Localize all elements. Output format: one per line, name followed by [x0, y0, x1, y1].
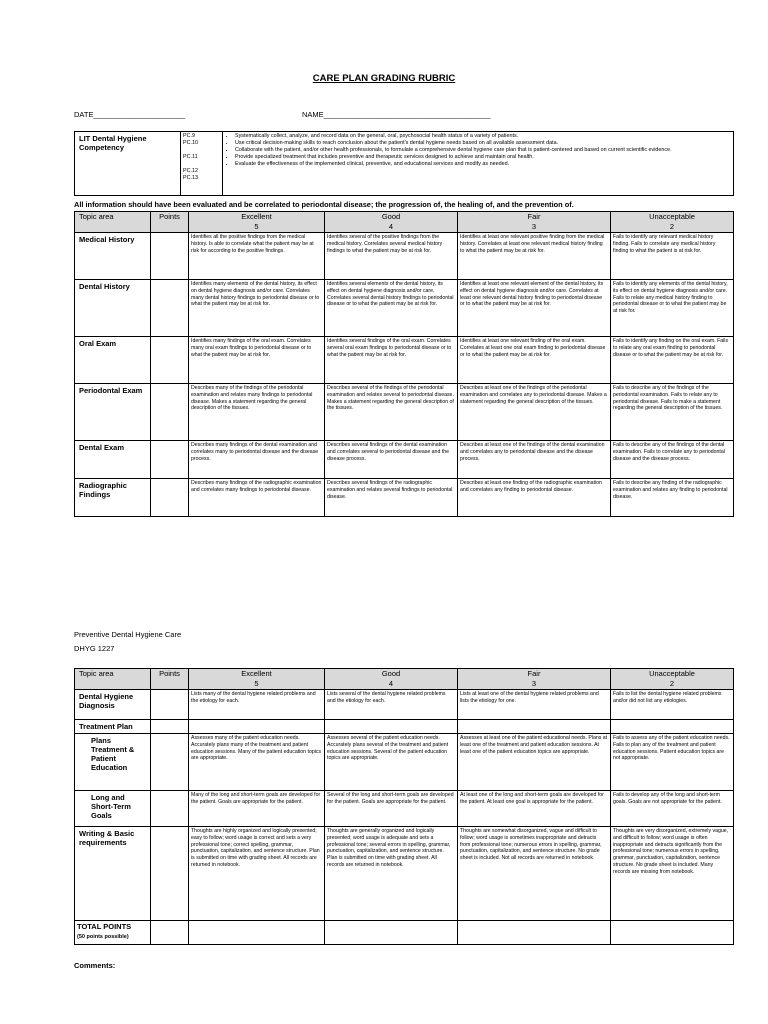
excellent-cell: Identifies many elements of the dental history, its effect on dental hygiene diagnosis and/or care. Correlates many dental history findings to periodontal disease or to what the patient may be at risk for.	[189, 280, 325, 337]
header-fair: Fair 3	[458, 212, 611, 233]
excellent-cell: Describes many findings of the dental examination and correlates many to periodontal disease and the disease process.	[189, 441, 325, 479]
empty-cell	[189, 921, 325, 945]
rubric-row-writing	[75, 827, 734, 921]
good-cell: Identifies several of the positive findings from the medical history. Correlates several medical history findings to what the patient may be at risk for.	[325, 233, 458, 280]
points-cell[interactable]	[151, 384, 189, 441]
fair-cell: Describes at least one of the findings of the dental examination and correlates any to periodontal disease and the disease process.	[458, 441, 611, 479]
excellent-cell: Many of the long and short-term goals are developed for the patient. Goals are appropriate for the patient.	[189, 791, 325, 827]
unacceptable-cell: Fails to develop any of the long and short-term goals. Goals are not appropriate for the patient.	[611, 791, 734, 827]
good-cell: Identifies several elements of the dental history, its effect on dental hygiene diagnosis and/or care. Correlates several dental history findings to periodontal disease or to what the patient may be at risk for.	[325, 280, 458, 337]
competency-item: • Collaborate with the patient, and/or other health professionals, to formulate a comprehensive dental hygiene care plan that is patient-centered and based on current scientific evidence.	[235, 147, 731, 154]
unacceptable-cell: Fails to identify any finding on the oral exam. Fails to relate any oral exam finding to periodontal disease or to what the patient may be at risk for.	[611, 337, 734, 384]
page-title: CARE PLAN GRADING RUBRIC	[312, 73, 456, 84]
topic-cell: Long and Short-Term Goals	[75, 791, 151, 827]
good-cell: Describes several findings of the dental examination and correlates several to periodontal disease and the disease process.	[325, 441, 458, 479]
unacceptable-cell: Fails to describe any of the findings of the dental examination. Fails to correlate any to periodontal disease and the disease process.	[611, 441, 734, 479]
empty-cell	[151, 720, 189, 734]
fair-cell: Lists at least one of the dental hygiene related problems and lists the etiology for one.	[458, 690, 611, 720]
points-cell[interactable]	[151, 827, 189, 921]
total-points-cell[interactable]	[151, 921, 189, 945]
fair-cell: Identifies at least one relevant element of the dental history, its effect on dental hygiene diagnosis and/or care. Correlates at least one relevant dental history finding to periodontal disease or to what the patient may be at risk for.	[458, 280, 611, 337]
rubric-row-diagnosis	[75, 690, 734, 720]
comments-label: Comments:	[74, 961, 116, 970]
good-cell: Identifies several findings of the oral exam. Correlates several oral exam findings to periodontal disease or to what the patient may be at risk for.	[325, 337, 458, 384]
topic-cell: Dental Hygiene Diagnosis	[75, 690, 151, 720]
competency-codes	[181, 132, 223, 196]
empty-cell	[611, 720, 734, 734]
competency-code: PC.9	[183, 133, 195, 139]
topic-cell: Radiographic Findings	[75, 479, 151, 517]
header-topic: Topic area	[75, 212, 151, 233]
unacceptable-cell: Thoughts are very disorganized, extremely vague, and difficult to follow; word usage is often inappropriate and detracts significantly from the professional tone; numerous errors in spelling, grammar, punctuation, capitalization, sentence structure. No grade sheet is included. Many records are missing from notebook.	[611, 827, 734, 921]
rubric-table-2	[74, 668, 734, 945]
points-cell[interactable]	[151, 441, 189, 479]
competency-code: PC.13	[183, 175, 198, 181]
empty-cell	[325, 720, 458, 734]
points-cell[interactable]	[151, 690, 189, 720]
competency-code: PC.10	[183, 140, 198, 146]
unacceptable-cell: Fails to identify any relevant medical history finding. Fails to correlate any medical history finding to what the patient is at risk for.	[611, 233, 734, 280]
unacceptable-cell: Fails to identify any elements of the dental history, its effect on dental hygiene diagnosis and/or care. Fails to relate any medical history finding to periodontal disease or to what the patient may be at risk for.	[611, 280, 734, 337]
instruction-note: All information should have been evaluated and be correlated to periodontal disease; the progression of, the healing of, and the prevention of.	[74, 200, 574, 209]
date-field[interactable]: DATE______________________	[74, 110, 186, 119]
rubric-row-radiographic	[75, 479, 734, 517]
fair-cell: Describes at least one of the findings of the periodontal examination and correlates any to periodontal disease. Makes a statement regarding the general description of the tissues.	[458, 384, 611, 441]
good-cell: Thoughts are generally organized and logically presented; word usage is adequate and sets a professional tone; several errors in spelling, grammar, punctuation, capitalization, and sentence structure. Plan is submitted on time with grading sheet. All records are returned in notebook.	[325, 827, 458, 921]
topic-cell: Dental History	[75, 280, 151, 337]
fair-cell: Assesses at least one of the patient educational needs. Plans at least one of the treatment and patient education sessions. At least one of the patient education topics are appropriate.	[458, 734, 611, 791]
course-title: Preventive Dental Hygiene Care	[74, 630, 182, 639]
fair-cell: Identifies at least one relevant finding of the oral exam. Correlates at least one oral exam finding to periodontal disease or to what the patient may be at risk for.	[458, 337, 611, 384]
good-cell: Describes several findings of the radiographic examination and relates several findings to periodontal disease.	[325, 479, 458, 517]
header-excellent: Excellent 5	[189, 669, 325, 690]
topic-cell: Periodontal Exam	[75, 384, 151, 441]
excellent-cell: Identifies all the positive findings from the medical history. Is able to correlate what the patient may be at risk for according to the positive findings.	[189, 233, 325, 280]
rubric-row-treatment-plan	[75, 720, 734, 734]
excellent-cell: Describes many findings of the radiographic examination and correlates many findings to periodontal disease.	[189, 479, 325, 517]
rubric-row-dental-history	[75, 280, 734, 337]
empty-cell	[458, 921, 611, 945]
unacceptable-cell: Fails to describe any of the findings of the periodontal examination. Fails to relate any to periodontal disease. Fails to make a statement regarding the general description of the tissues.	[611, 384, 734, 441]
empty-cell	[189, 720, 325, 734]
excellent-cell: Thoughts are highly organized and logically presented; easy to follow; word usage is correct and sets a very professional tone; correct spelling, grammar, punctuation, capitalization, and sentence structure. Plan is submitted on time with grading sheet. All records are returned in notebook.	[189, 827, 325, 921]
points-cell[interactable]	[151, 479, 189, 517]
points-cell[interactable]	[151, 280, 189, 337]
good-cell: Several of the long and short-term goals are developed for the patient. Goals are appropriate for the patient.	[325, 791, 458, 827]
rubric-row-plans	[75, 734, 734, 791]
rubric-row-medical-history	[75, 233, 734, 280]
header-excellent: Excellent 5	[189, 212, 325, 233]
points-cell[interactable]	[151, 734, 189, 791]
topic-cell: Oral Exam	[75, 337, 151, 384]
total-points-label: TOTAL POINTS (50 points possible)	[75, 921, 151, 945]
competency-label: LIT Dental Hygiene Competency	[75, 132, 181, 196]
fair-cell: At least one of the long and short-term goals are developed for the patient. At least one goal is appropriate for the patient.	[458, 791, 611, 827]
competency-items	[223, 132, 734, 196]
rubric-row-total	[75, 921, 734, 945]
points-cell[interactable]	[151, 791, 189, 827]
fair-cell: Describes at least one finding of the radiographic examination and correlates any finding to periodontal disease.	[458, 479, 611, 517]
excellent-cell: Describes many of the findings of the periodontal examination and relates many findings to periodontal disease. Makes a statement regarding the general description of the tissues.	[189, 384, 325, 441]
competency-code: PC.12	[183, 168, 198, 174]
header-good: Good 4	[325, 212, 458, 233]
header-fair: Fair 3	[458, 669, 611, 690]
excellent-cell: Assesses many of the patient education needs. Accurately plans many of the treatment and patient education sessions. Many of the patient education topics are appropriate.	[189, 734, 325, 791]
topic-cell: Medical History	[75, 233, 151, 280]
topic-cell: Writing & Basic requirements	[75, 827, 151, 921]
unacceptable-cell: Fails to describe any finding of the radiographic examination and relates any finding to periodontal disease.	[611, 479, 734, 517]
name-field[interactable]: NAME________________________________________	[302, 110, 491, 119]
competency-item: • Use critical decision-making skills to reach conclusion about the patient's dental hygiene needs based on all available assessment data.	[235, 140, 731, 147]
header-good: Good 4	[325, 669, 458, 690]
fair-cell: Thoughts are somewhat disorganized, vague and difficult to follow; word usage is sometimes inappropriate and detracts from professional tone; numerous errors in spelling, grammar, punctuation, capitalization, and sentence structure. No grade sheet is included. Not all records are returned in notebook.	[458, 827, 611, 921]
header-unacceptable: Unacceptable 2	[611, 212, 734, 233]
empty-cell	[325, 921, 458, 945]
empty-cell	[458, 720, 611, 734]
competency-item: • Evaluate the effectiveness of the implemented clinical, preventive, and educational services and modify as needed.	[235, 161, 731, 168]
points-cell[interactable]	[151, 337, 189, 384]
header-points: Points	[151, 212, 189, 233]
points-cell[interactable]	[151, 233, 189, 280]
good-cell: Describes several of the findings of the periodontal examination and relates several to periodontal disease. Makes a statement regarding the general description of the tissues.	[325, 384, 458, 441]
course-code: DHYG 1227	[74, 644, 115, 653]
unacceptable-cell: Fails to list the dental hygiene related problems and/or did not list any etiologies.	[611, 690, 734, 720]
rubric-row-periodontal-exam	[75, 384, 734, 441]
rubric-row-goals	[75, 791, 734, 827]
rubric-row-oral-exam	[75, 337, 734, 384]
topic-cell: Dental Exam	[75, 441, 151, 479]
unacceptable-cell: Fails to assess any of the patient education needs. Fails to plan any of the treatment and patient education sessions. Patient education topics are not appropriate.	[611, 734, 734, 791]
competency-code: PC.11	[183, 154, 198, 160]
fair-cell: Identifies at least one relevant positive finding from the medical history. Correlates at least one relevant medical history finding to what the patient may be at risk for.	[458, 233, 611, 280]
competency-table	[74, 131, 734, 196]
competency-item: • Provide specialized treatment that includes preventive and therapeutic services designed to achieve and maintain oral health.	[235, 154, 731, 161]
good-cell: Assesses several of the patient education needs. Accurately plans several of the treatment and patient education sessions. Several of the patient education topics are appropriate.	[325, 734, 458, 791]
excellent-cell: Identifies many findings of the oral exam. Correlates many oral exam findings to periodontal disease or to what the patient may be at risk for.	[189, 337, 325, 384]
header-topic: Topic area	[75, 669, 151, 690]
header-points: Points	[151, 669, 189, 690]
topic-cell: Plans Treatment & Patient Education	[75, 734, 151, 791]
empty-cell	[611, 921, 734, 945]
good-cell: Lists several of the dental hygiene related problems and the etiology for each.	[325, 690, 458, 720]
topic-cell: Treatment Plan	[75, 720, 151, 734]
competency-item: • Systematically collect, analyze, and record data on the general, oral, psychosocial health status of a variety of patients.	[235, 133, 731, 140]
header-unacceptable: Unacceptable 2	[611, 669, 734, 690]
excellent-cell: Lists many of the dental hygiene related problems and the etiology for each.	[189, 690, 325, 720]
rubric-table-1	[74, 211, 734, 517]
rubric-row-dental-exam	[75, 441, 734, 479]
